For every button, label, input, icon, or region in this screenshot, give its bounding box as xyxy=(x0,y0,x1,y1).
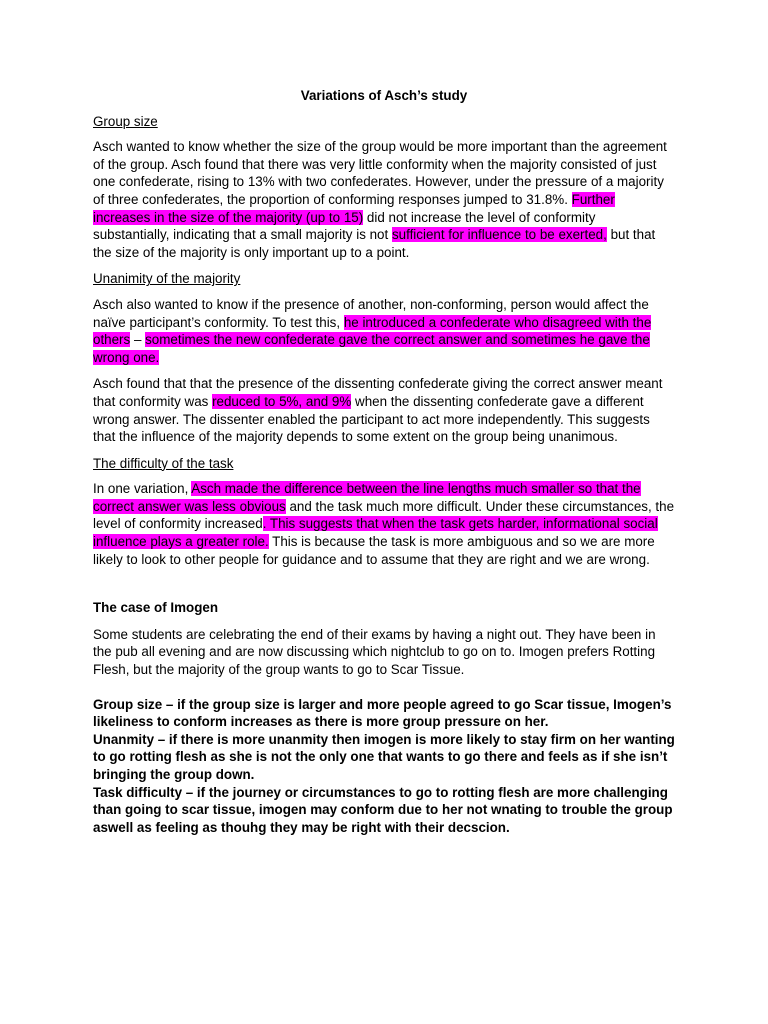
text-run: – xyxy=(130,332,146,348)
section-group-size xyxy=(93,113,675,262)
section-heading: The difficulty of the task xyxy=(93,455,234,471)
case-answers xyxy=(93,696,675,837)
text-run: Asch also wanted to know if the presence of another, non-conforming, person would affect the naïve participant’s conformity. To test this, xyxy=(93,296,649,330)
answer-group-size: Group size – if the group size is larger and more people agreed to go Scar tissue, Imogen’s likeliness to conform increases as there is more group pressure on her. xyxy=(93,696,672,730)
paragraph xyxy=(93,138,675,261)
highlighted-text: Further increases in the size of the majority (up to 15) xyxy=(93,191,615,225)
text-run: and the task much more difficult. Under these circumstances, the level of conformity increased xyxy=(93,498,675,532)
section-unanimity xyxy=(93,270,675,445)
text-run: Asch found that that the presence of the dissenting confederate giving the correct answer meant that conformity was xyxy=(93,376,663,409)
answer-unanimity: Unanmity – if there is more unanmity then imogen is more likely to stay firm on her wanting to go rotting flesh as she is not the only one that wants to go there and feels as if she isn’t bringing the group down. xyxy=(93,731,675,782)
highlighted-text: he introduced a confederate who disagreed with the others xyxy=(93,314,652,348)
text-run: did not increase the level of conformity substantially, indicating that a small majority is not xyxy=(93,209,596,243)
section-task-difficulty xyxy=(93,455,675,569)
document-title: Variations of Asch’s study xyxy=(300,88,468,103)
text-run: but that the size of the majority is only important up to a point. xyxy=(93,227,656,260)
section-heading: Unanimity of the majority xyxy=(93,271,241,287)
document-page xyxy=(93,84,675,836)
highlighted-text: reduced to 5%, and 9% xyxy=(212,393,352,409)
highlighted-text: sufficient for influence to be exerted, xyxy=(391,227,607,243)
text-run: This is because the task is more ambiguous and so we are more likely to look to other people for guidance and to assume that they are right and we are wrong. xyxy=(93,534,655,567)
paragraph xyxy=(93,375,675,445)
highlighted-text: . This suggests that when the task gets harder, informational social influence plays a greater role. xyxy=(93,516,658,550)
paragraph xyxy=(93,480,675,568)
text-run: when the dissenting confederate gave a different wrong answer. The dissenter enabled the participant to act more independently. This suggests that the influence of the majority depends to some extent on the group being unanimous. xyxy=(93,393,650,445)
highlighted-text: sometimes the new confederate gave the correct answer and sometimes he gave the wrong one. xyxy=(93,332,650,365)
section-heading: Group size xyxy=(93,113,158,129)
text-run: In one variation, xyxy=(93,481,192,497)
case-heading: The case of Imogen xyxy=(93,600,219,616)
highlighted-text: Asch made the difference between the line lengths much smaller so that the correct answer was less obvious xyxy=(93,481,641,514)
text-run: Asch wanted to know whether the size of the group would be more important than the agreement of the group. Asch found that there was very little conformity when the majority consisted of just one confederate, rising to 13% with two confederates. However, under the pressure of a majority of three confederates, the proportion of conforming responses jumped to 31.8%. xyxy=(93,139,667,207)
answer-task-difficulty: Task difficulty – if the journey or circumstances to go to rotting flesh are more challenging than going to scar tissue, imogen may conform due to her not wnating to trouble the group aswell as feeling as thouhg they may be right with their decscion. xyxy=(93,784,673,835)
case-section xyxy=(93,599,675,836)
case-intro: Some students are celebrating the end of their exams by having a night out. They have been in the pub all evening and are now discussing which nightclub to go on to. Imogen prefers Rotting Flesh, but the majority of the group wants to go to Scar Tissue. xyxy=(93,626,656,678)
paragraph xyxy=(93,296,675,366)
